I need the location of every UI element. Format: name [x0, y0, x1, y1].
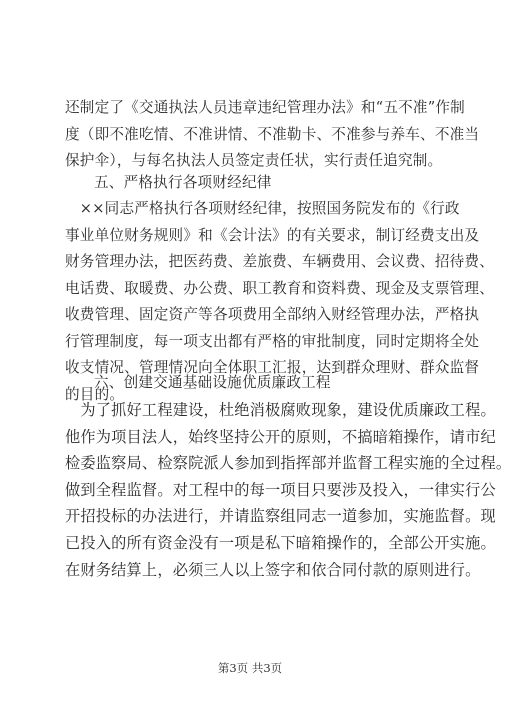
paragraph-line: 收支情况、管理情况向全体职工汇报，达到群众理财、群众监督	[65, 359, 480, 376]
paragraph-line: 在财务结算上，必须三人以上签字和依合同付款的原则进行。	[65, 560, 481, 579]
page-number: 第3页 共3页	[217, 661, 283, 675]
paragraph-line: 行管理制度，每一项支出都有严格的审批制度，同时定期将全处	[65, 332, 480, 350]
paragraph-line: 度（即不准吃情、不准讲情、不准勒卡、不准参与养车、不准当	[65, 125, 480, 143]
paragraph-line: 事业单位财务规则》和《会计法》的有关要求，制订经费支出及	[65, 226, 480, 244]
paragraph-line: 他作为项目法人，始终坚持公开的原则，不搞暗箱操作，请市纪	[65, 427, 496, 446]
paragraph-line: ××同志严格执行各项财经纪律，按照国务院发布的《行政	[65, 200, 460, 217]
paragraph-line: 已投入的所有资金没有一项是私下暗箱操作的，全部公开实施。	[65, 533, 496, 552]
paragraph-regulations	[65, 95, 480, 175]
paragraph-line: 收费管理、固定资产等各项费用全部纳入财经管理办法，严格执	[65, 306, 480, 323]
paragraph-line: 为了抓好工程建设，杜绝消极腐败现象，建设优质廉政工程。	[65, 401, 496, 419]
paragraph-line: 财务管理办法，把医药费、差旅费、车辆费用、会议费、招待费、	[65, 253, 495, 270]
paragraph-line: 还制定了《交通执法人员违章违纪管理办法》和“五不准”作制	[65, 99, 465, 116]
section-heading-6: 六、创建交通基础设施优质廉政工程	[94, 374, 331, 391]
paragraph-line: 开招投标的办法进行，并请监察组同志一道参加，实施监督。现	[65, 507, 496, 526]
paragraph-line: 保护伞），与每名执法人员签定责任状，实行责任追究制。	[65, 152, 443, 169]
paragraph-line: 的目的。	[65, 385, 125, 403]
paragraph-line: 做到全程监督。对工程中的每一项目只要涉及投入，一律实行公	[65, 480, 496, 499]
paragraph-project	[65, 397, 511, 583]
paragraph-line: 电话费、取暖费、办公费、职工教育和资料费、现金及支票管理、	[65, 279, 495, 297]
section-heading-5: 五、严格执行各项财经纪律	[94, 174, 272, 191]
paragraph-line: 检委监察局、检察院派人参加到指挥部并监督工程实施的全过程。	[65, 454, 511, 473]
